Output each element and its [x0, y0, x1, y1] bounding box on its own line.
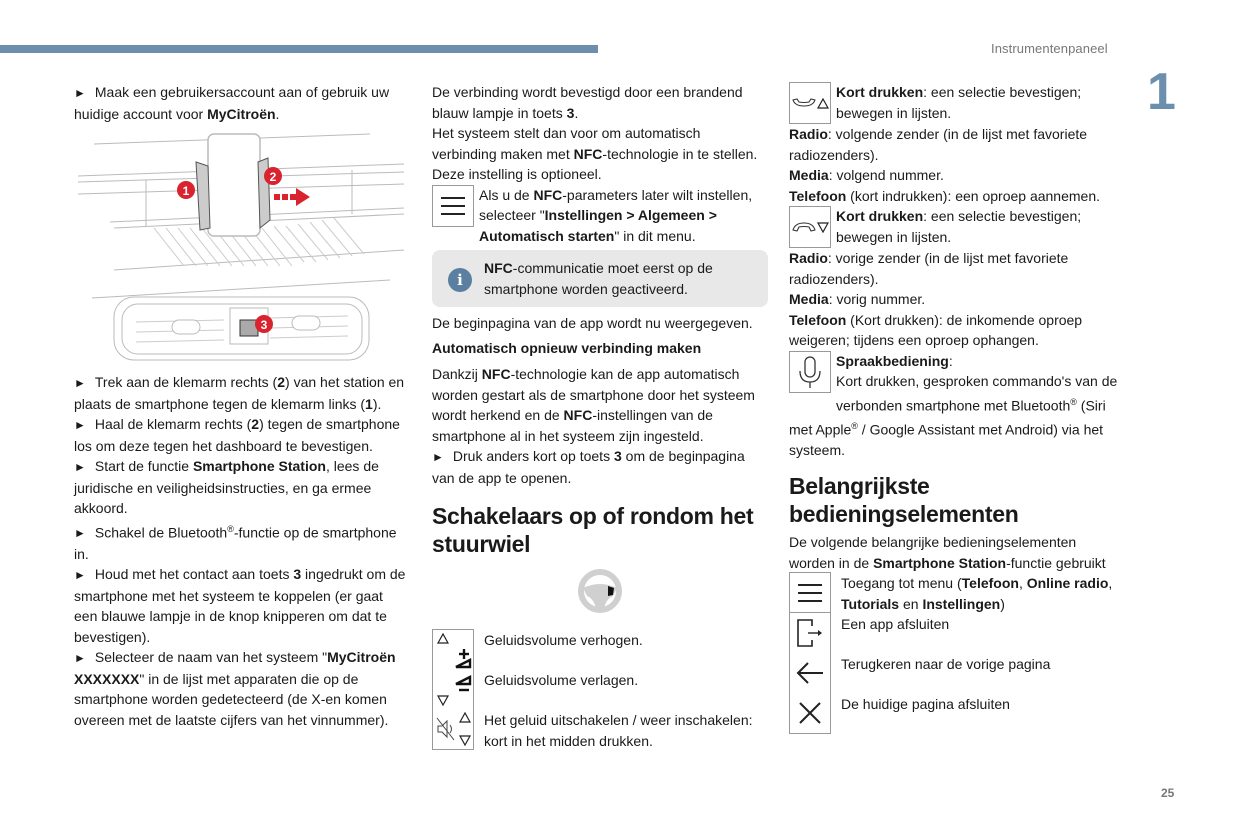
- heading-steering-wheel-switches: Schakelaars op of rondom het stuurwiel: [432, 503, 754, 557]
- paragraph-nfc-proposal: Het systeem stelt dan voor om automatisch verbinding maken met NFC-technologie in te stellen. Deze instelling is optioneel.: [432, 125, 758, 182]
- call-button-down: Kort drukken: een selectie bevestigen; bewegen in lijsten.: [789, 206, 1125, 248]
- heading-main-controls: Belangrijkste bedieningselementen: [789, 473, 1019, 528]
- hang-up-down-icon: [789, 206, 831, 248]
- bullet-step-1: ► Trek aan de klemarm rechts (2) van het station en plaats de smartphone tegen de klemarm links (1).: [74, 372, 410, 414]
- header-accent-bar: [0, 45, 598, 53]
- callout-1: 1: [182, 184, 190, 198]
- volume-up-icon: [432, 629, 474, 670]
- smartphone-station-illustration: [74, 132, 410, 364]
- control-mute: Het geluid uitschakelen / weer inschakelen: kort in het midden drukken.: [432, 710, 768, 751]
- exit-app-icon: [789, 613, 831, 654]
- control-volume-down: Geluidsvolume verlagen.: [432, 670, 768, 710]
- bullet-step-6: ► Selecteer de naam van het systeem "MyCitroën XXXXXXX" in de lijst met apparaten die op de smartphone worden gedetecteerd (de X-en komen overeen met de laatste cijfers van het vinnummer).: [74, 647, 410, 730]
- nfc-info-note: i NFC-communicatie moet eerst op de smartphone worden geactiveerd.: [432, 250, 768, 307]
- column-1: [74, 82, 410, 730]
- control-close-page: De huidige pagina afsluiten: [789, 694, 1125, 734]
- paragraph-main-controls-intro: De volgende belangrijke bedieningselementen worden in de Smartphone Station-functie gebruikt: [789, 534, 1106, 571]
- main-controls-list: [789, 573, 1125, 734]
- voice-control: Spraakbediening: Kort drukken, gesproken commando's van de verbonden smartphone met Bluetooth® (Siri met Apple® / Google Assistant met Android) via het systeem.: [789, 352, 1118, 458]
- mute-icon: [432, 709, 474, 750]
- close-icon: [789, 693, 831, 734]
- volume-controls-list: [432, 630, 768, 751]
- bullet-create-account: ► Maak een gebruikersaccount aan of gebruik uw huidige account voor MyCitroën.: [74, 82, 410, 124]
- answer-call-up-icon: [789, 82, 831, 124]
- paragraph-nfc-autostart: Dankzij NFC-technologie kan de app automatisch worden gestart als de smartphone door het systeem wordt herkend en de NFC-instellingen van de smartphone al in het systeem zijn ingesteld.: [432, 366, 755, 444]
- menu-icon: [432, 185, 474, 227]
- section-title: Instrumentenpaneel: [991, 41, 1108, 56]
- paragraph-homepage-shown: De beginpagina van de app wordt nu weergegeven.: [432, 315, 753, 331]
- call-button-up: Kort drukken: een selectie bevestigen; bewegen in lijsten.: [789, 82, 1125, 124]
- callout-2: 2: [269, 170, 277, 184]
- paragraph-connection-confirmed: De verbinding wordt bevestigd door een brandend blauw lampje in toets 3.: [432, 84, 743, 121]
- chapter-number: 1: [1147, 63, 1176, 121]
- bullet-step-3: ► Start de functie Smartphone Station, lees de juridische en veiligheidsinstructies, en ga ermee akkoord.: [74, 456, 410, 519]
- nfc-settings-instruction: Als u de NFC-parameters later wilt instellen, selecteer "Instellingen > Algemeen > Automatisch starten" in dit menu.: [432, 185, 768, 247]
- subheading-auto-reconnect: Automatisch opnieuw verbinding maken: [432, 339, 702, 356]
- bullet-open-homepage: ► Druk anders kort op toets 3 om de beginpagina van de app te openen.: [432, 446, 768, 488]
- callout-3: 3: [260, 318, 268, 332]
- control-volume-up: Geluidsvolume verhogen.: [432, 630, 768, 670]
- control-back: Terugkeren naar de vorige pagina: [789, 654, 1125, 694]
- volume-down-icon: [432, 669, 474, 710]
- bullet-step-2: ► Haal de klemarm rechts (2) tegen de smartphone los om deze tegen het dashboard te bevestigen.: [74, 414, 410, 456]
- menu-icon: [789, 572, 831, 613]
- bullet-step-4: ► Schakel de Bluetooth®-functie op de smartphone in.: [74, 519, 410, 565]
- microphone-icon: [789, 351, 831, 393]
- info-icon: i: [448, 268, 472, 292]
- control-exit-app: Een app afsluiten: [789, 614, 1125, 654]
- control-menu: Toegang tot menu (Telefoon, Online radio, Tutorials en Instellingen): [789, 573, 1125, 614]
- bullet-step-5: ► Houd met het contact aan toets 3 ingedrukt om de smartphone met het systeem te koppelen (er gaat een blauwe lampje in de knop knipperen om dat te bevestigen).: [74, 564, 410, 647]
- dashboard-mount-figure: [74, 132, 410, 364]
- column-2: [432, 82, 768, 751]
- steering-wheel-icon: [432, 568, 768, 624]
- back-arrow-icon: [789, 653, 831, 694]
- page-number: 25: [1161, 786, 1175, 800]
- column-3: Kort drukken: een selectie bevestigen; bewegen in lijsten. Radio: volgende zender (in de lijst met favoriete radiozenders). Media: volgend nummer. Telefoon (kort indrukken): een oproep aannemen. Kort drukken: een selectie bevestigen; bewegen in lijsten. Radio: vorige zender (in de lijst met favoriete radiozenders). Media: vorig nummer. Telefoon (Kort drukken): de inkomende oproep weigeren; tijdens een oproep ophangen. Spraakbediening: Kort drukken, gesproken commando's van de verbonden smartphone met Bluetooth® (Siri met Apple® / Google Assistant met Android) via het systeem. Belangrijkste bedieningselementen De volgende belangrijke bedieningselementen worden in de Smartphone Station-functie gebruikt Toegang tot menu (Telefoon, Online radio, Tutorials en Instellingen) Een app afsluiten Terugkeren naar de vorige pagina De huidige pagina afsluiten: [789, 82, 1125, 734]
